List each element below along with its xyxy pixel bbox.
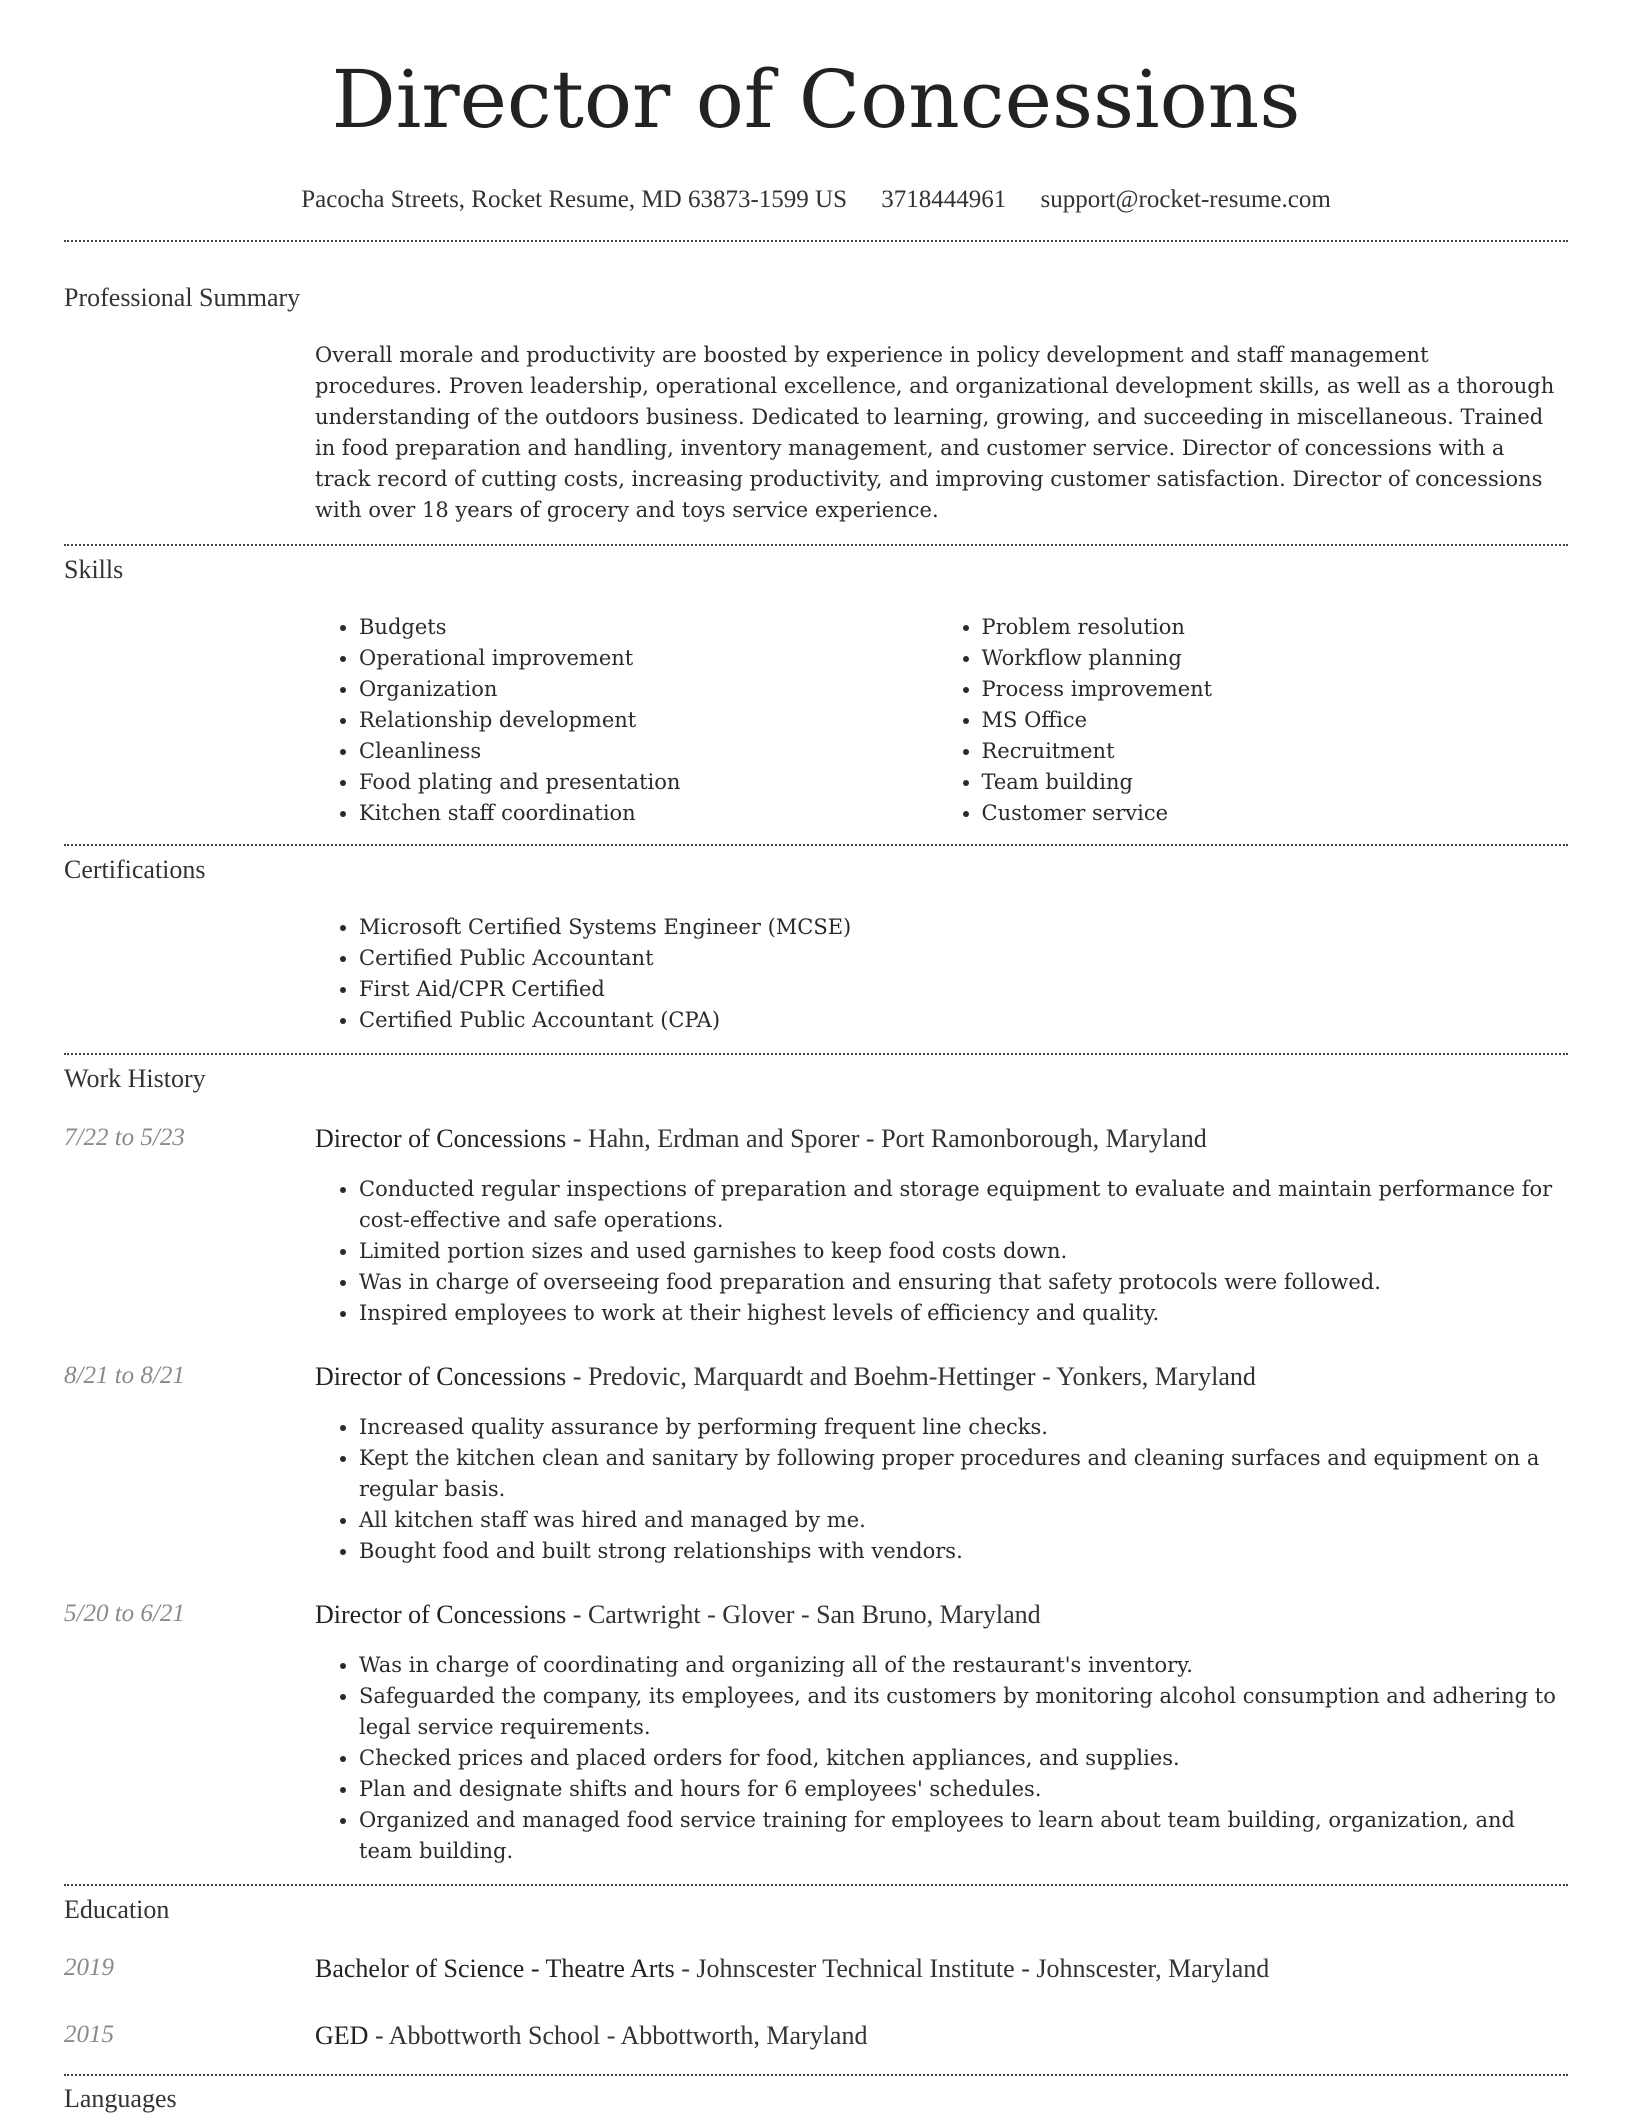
job-dates: 8/21 to 8/21 bbox=[64, 1362, 185, 1389]
job-bullet: • All kitchen staff was hired and managed by me. bbox=[359, 1505, 1565, 1536]
section-title-work-history: Work History bbox=[64, 1064, 206, 1093]
skills-list bbox=[315, 612, 1560, 829]
certifications-list bbox=[315, 912, 1565, 1036]
skill-item: • Problem resolution bbox=[982, 612, 1561, 643]
certification-item: • Microsoft Certified Systems Engineer (MCSE) bbox=[359, 912, 1565, 943]
school: - Johnscester Technical Institute - Johnscester, Maryland bbox=[674, 1954, 1270, 1983]
skills-column-right bbox=[938, 612, 1561, 829]
divider bbox=[64, 240, 1568, 242]
job-title: Director of Concessions bbox=[315, 1124, 567, 1153]
phone: 3718444961 bbox=[881, 186, 1007, 213]
job-title: Director of Concessions bbox=[315, 1362, 567, 1391]
education-entry bbox=[315, 1954, 1565, 1984]
skill-item: • Cleanliness bbox=[359, 736, 938, 767]
job-bullet: • Checked prices and placed orders for food, kitchen appliances, and supplies. bbox=[359, 1743, 1565, 1774]
divider bbox=[64, 544, 1568, 546]
job-bullets bbox=[315, 1174, 1565, 1329]
job-employer: - Predovic, Marquardt and Boehm-Hettinger - Yonkers, Maryland bbox=[566, 1362, 1256, 1391]
job-bullet: • Limited portion sizes and used garnishes to keep food costs down. bbox=[359, 1236, 1565, 1267]
job-bullet: • Inspired employees to work at their highest levels of efficiency and quality. bbox=[359, 1298, 1565, 1329]
candidate-title: Director of Concessions bbox=[331, 53, 1301, 146]
skills-column-left bbox=[315, 612, 938, 829]
divider bbox=[64, 844, 1568, 846]
section-title-certifications: Certifications bbox=[64, 855, 206, 884]
job-bullet: • Bought food and built strong relationships with vendors. bbox=[359, 1536, 1565, 1567]
contact-line bbox=[0, 184, 1632, 216]
skill-item: • Food plating and presentation bbox=[359, 767, 938, 798]
job-dates: 7/22 to 5/23 bbox=[64, 1124, 185, 1151]
skill-item: • Process improvement bbox=[982, 674, 1561, 705]
skill-item: • Operational improvement bbox=[359, 643, 938, 674]
job-title: Director of Concessions bbox=[315, 1600, 567, 1629]
skill-item: • Relationship development bbox=[359, 705, 938, 736]
school: - Abbottworth School - Abbottworth, Maryland bbox=[368, 2021, 868, 2050]
education-year: 2015 bbox=[64, 2021, 114, 2048]
job-bullet: • Conducted regular inspections of preparation and storage equipment to evaluate and maintain performance for cost-effective and safe operations. bbox=[359, 1174, 1565, 1236]
job-dates: 5/20 to 6/21 bbox=[64, 1600, 185, 1627]
job-bullet: • Increased quality assurance by performing frequent line checks. bbox=[359, 1412, 1565, 1443]
email: support@rocket-resume.com bbox=[1040, 186, 1331, 213]
certification-item: • Certified Public Accountant bbox=[359, 943, 1565, 974]
job-employer: - Cartwright - Glover - San Bruno, Maryland bbox=[566, 1600, 1041, 1629]
job-bullet: • Was in charge of overseeing food preparation and ensuring that safety protocols were followed. bbox=[359, 1267, 1565, 1298]
divider bbox=[64, 1053, 1568, 1055]
job-bullet: • Kept the kitchen clean and sanitary by following proper procedures and cleaning surfaces and equipment on a regular basis. bbox=[359, 1443, 1565, 1505]
job-heading bbox=[315, 1362, 1565, 1392]
degree: Bachelor of Science - Theatre Arts bbox=[315, 1954, 675, 1983]
certification-item: • Certified Public Accountant (CPA) bbox=[359, 1005, 1565, 1036]
skill-item: • Organization bbox=[359, 674, 938, 705]
skill-item: • Team building bbox=[982, 767, 1561, 798]
job-bullets bbox=[315, 1650, 1565, 1867]
degree: GED bbox=[315, 2021, 369, 2050]
skill-item: • Recruitment bbox=[982, 736, 1561, 767]
section-title-summary: Professional Summary bbox=[64, 283, 301, 312]
job-bullet: • Safeguarded the company, its employees, and its customers by monitoring alcohol consumption and adhering to legal service requirements. bbox=[359, 1681, 1565, 1743]
job-bullets bbox=[315, 1412, 1565, 1567]
job-bullet: • Plan and designate shifts and hours for 6 employees' schedules. bbox=[359, 1774, 1565, 1805]
resume-header bbox=[0, 0, 1632, 216]
job-heading bbox=[315, 1124, 1565, 1154]
job-heading bbox=[315, 1600, 1565, 1630]
job-bullet: • Was in charge of coordinating and organizing all of the restaurant's inventory. bbox=[359, 1650, 1565, 1681]
skill-item: • Budgets bbox=[359, 612, 938, 643]
skill-item: • Kitchen staff coordination bbox=[359, 798, 938, 829]
section-title-education: Education bbox=[64, 1895, 170, 1924]
address: Pacocha Streets, Rocket Resume, MD 63873-1599 US bbox=[301, 186, 847, 213]
job-employer: - Hahn, Erdman and Sporer - Port Ramonborough, Maryland bbox=[566, 1124, 1207, 1153]
divider bbox=[64, 2074, 1568, 2076]
section-title-skills: Skills bbox=[64, 555, 124, 584]
job-bullet: • Organized and managed food service training for employees to learn about team building, organization, and team building. bbox=[359, 1805, 1565, 1867]
education-year: 2019 bbox=[64, 1954, 114, 1981]
summary-text: Overall morale and productivity are boosted by experience in policy development and staff management procedures. Proven leadership, operational excellence, and organizational development skills, as well as a thorough understanding of the outdoors business. Dedicated to learning, growing, and succeeding in miscellaneous. Trained in food preparation and handling, inventory management, and customer service. Director of concessions with a track record of cutting costs, increasing productivity, and improving customer satisfaction. Director of concessions with over 18 years of grocery and toys service experience. bbox=[315, 343, 1555, 522]
education-entry bbox=[315, 2021, 1565, 2051]
section-title-languages: Languages bbox=[64, 2084, 177, 2113]
skill-item: • Workflow planning bbox=[982, 643, 1561, 674]
divider bbox=[64, 1884, 1568, 1886]
skill-item: • Customer service bbox=[982, 798, 1561, 829]
skill-item: • MS Office bbox=[982, 705, 1561, 736]
certification-item: • First Aid/CPR Certified bbox=[359, 974, 1565, 1005]
